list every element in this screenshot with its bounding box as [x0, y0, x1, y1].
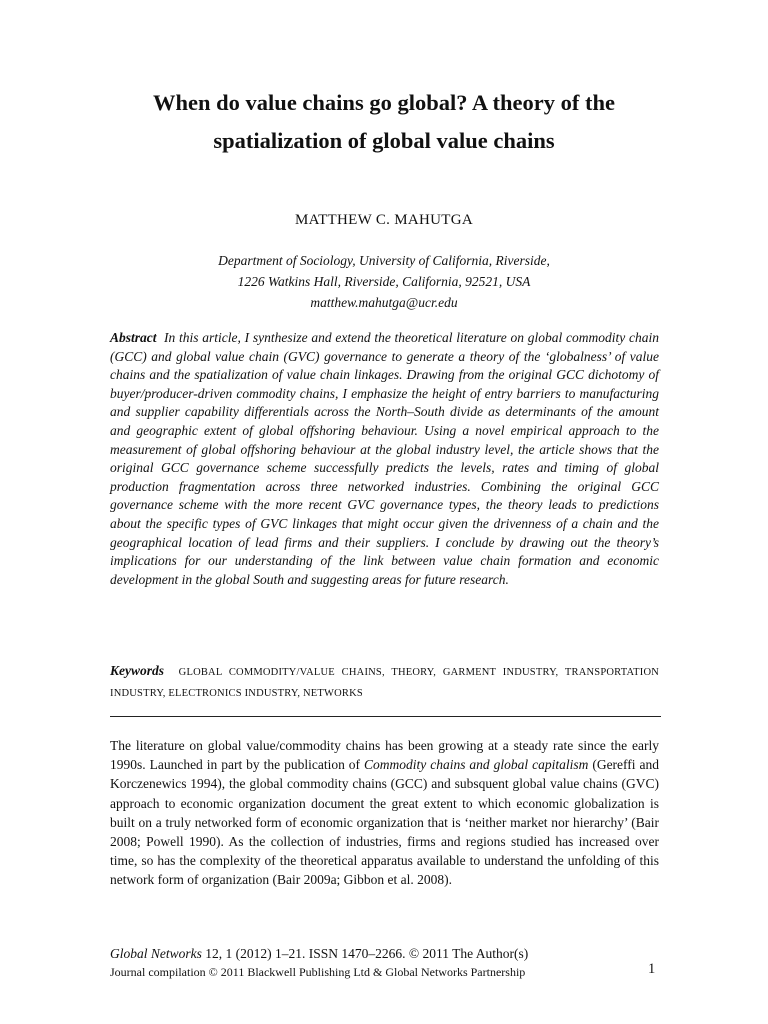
journal-citation — [110, 944, 670, 963]
keywords-text: GLOBAL COMMODITY/VALUE CHAINS, THEORY, GARMENT INDUSTRY, TRANSPORTATION INDUSTRY, ELECTRONICS INDUSTRY, NETWORKS — [110, 667, 660, 699]
author-email[interactable]: matthew.mahutga@ucr.edu — [310, 295, 458, 310]
page-footer — [110, 944, 670, 981]
section-divider — [110, 716, 661, 717]
affiliation-line-1: Department of Sociology, University of California, Riverside, — [218, 253, 550, 268]
body-text-part-1: The literature on global value/commodity chains has been growing at a steady rate since the early 1990s. Launched in part by the publication of — [110, 738, 659, 773]
cited-book-title: Commodity chains and global capitalism — [364, 757, 589, 773]
page-number: 1 — [648, 961, 656, 977]
affiliation-line-2: 1226 Watkins Hall, Riverside, California, 92521, USA — [237, 274, 531, 289]
abstract — [110, 329, 659, 589]
abstract-text: In this article, I synthesize and extend the theoretical literature on global commodity chain (GCC) and global value chain (GVC) governance to generate a theory of the ‘globalness’ of value chains and the spatialization of value chain linkages. Drawing from the original GCC dichotomy of buyer/producer-driven commodity chains, I emphasize the height of entry barriers to manufacturing and supplier capability differentials across the North–South divide as determinants of the amount and geographic extent of global offshoring behaviour. Using a novel empirical approach to the measurement of global offshoring behaviour at the global industry level, the article shows that the original GCC governance scheme successfully predicts the levels, rates and timing of global production fragmentation across three networked industries. Combining the original GCC governance scheme with the more recent GVC governance types, the theory leads to predictions about the specific types of GVC linkages that might occur given the drivenness of a chain and the geographical location of lead firms and their suppliers. I conclude by drawing out the theory’s implications for our understanding of the link between value chain formation and economic development in the global South and suggesting areas for future research. — [110, 330, 659, 587]
abstract-label: Abstract — [110, 330, 157, 345]
journal-name: Global Networks — [110, 946, 202, 961]
author-affiliation — [0, 250, 768, 313]
citation-details: 12, 1 (2012) 1–21. ISSN 1470–2266. © 2011 The Author(s) — [201, 946, 529, 961]
title-line-1: When do value chains go global? A theory of the — [153, 90, 615, 115]
article-title — [90, 84, 678, 160]
body-text-part-2: (Gereffi and Korczenewics 1994), the global commodity chains (GCC) and subsquent global value chains (GVC) approach to economic organization document the great extent to which economic globalization is built on a truly networked form of economic organization that is ‘neither market nor hierarchy’ (Bair 2008; Powell 1990). As the collection of industries, firms and regions studied has increased over time, so has the complexity of the theoretical apparatus available to understand the unfolding of this network form of organization (Bair 2009a; Gibbon et al. 2008). — [110, 757, 659, 888]
author-name: MATTHEW C. MAHUTGA — [294, 212, 474, 228]
journal-compilation: Journal compilation © 2011 Blackwell Publishing Ltd & Global Networks Partnership — [110, 965, 526, 979]
keywords-label: Keywords — [110, 663, 164, 678]
body-paragraph — [110, 736, 659, 890]
title-line-2: spatialization of global value chains — [213, 128, 555, 153]
keywords — [110, 661, 659, 703]
